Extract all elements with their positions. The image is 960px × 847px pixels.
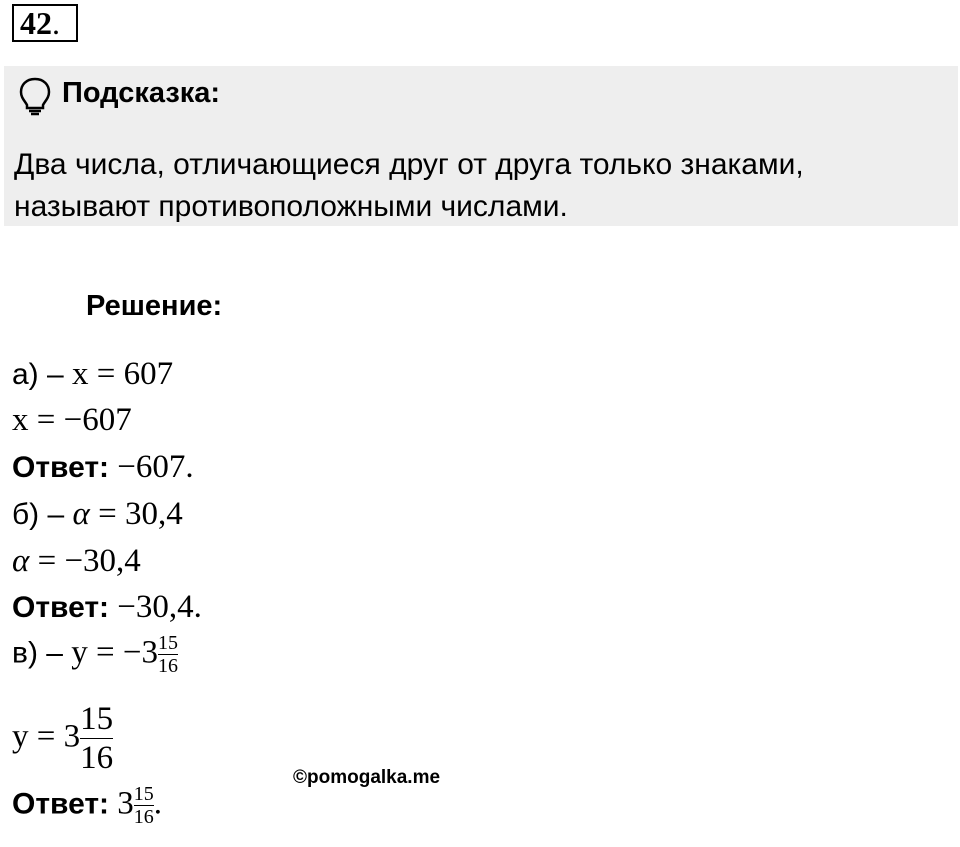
hint-title: Подсказка: <box>62 77 221 109</box>
solution-b-answer: Ответ: −30,4. <box>12 589 202 625</box>
solution-title: Решение: <box>86 290 223 322</box>
watermark: ©pomogalka.me <box>293 767 441 788</box>
fraction: $\frac{15}{16}$ <box>158 632 179 677</box>
solution-b-result: α = −30,4 <box>12 543 141 579</box>
solution-a-equation: а) – x = 607 <box>12 356 174 392</box>
solution-b-equation: б) – α = 30,4 <box>12 496 183 532</box>
hint-text: Два числа, отличающиеся друг от друга только знаками, называют противоположными числами. <box>14 148 804 223</box>
fraction: $\frac{15}{16}$ <box>133 783 154 828</box>
lightbulb-icon <box>18 76 52 121</box>
task-number: 42. <box>12 4 78 42</box>
solution-a-result: x = −607 <box>12 402 132 438</box>
solution-c-answer: Ответ: 3 $\frac{15}{16}$ . <box>12 783 163 828</box>
solution-a-answer: Ответ: −607. <box>12 449 194 485</box>
solution-c-result: y = 3 $\frac{15}{16}$ <box>12 701 114 776</box>
solution-c-equation: в) – y = −3 $\frac{15}{16}$ <box>12 632 179 677</box>
hint-box <box>4 66 958 226</box>
fraction: $\frac{15}{16}$ <box>80 701 114 776</box>
